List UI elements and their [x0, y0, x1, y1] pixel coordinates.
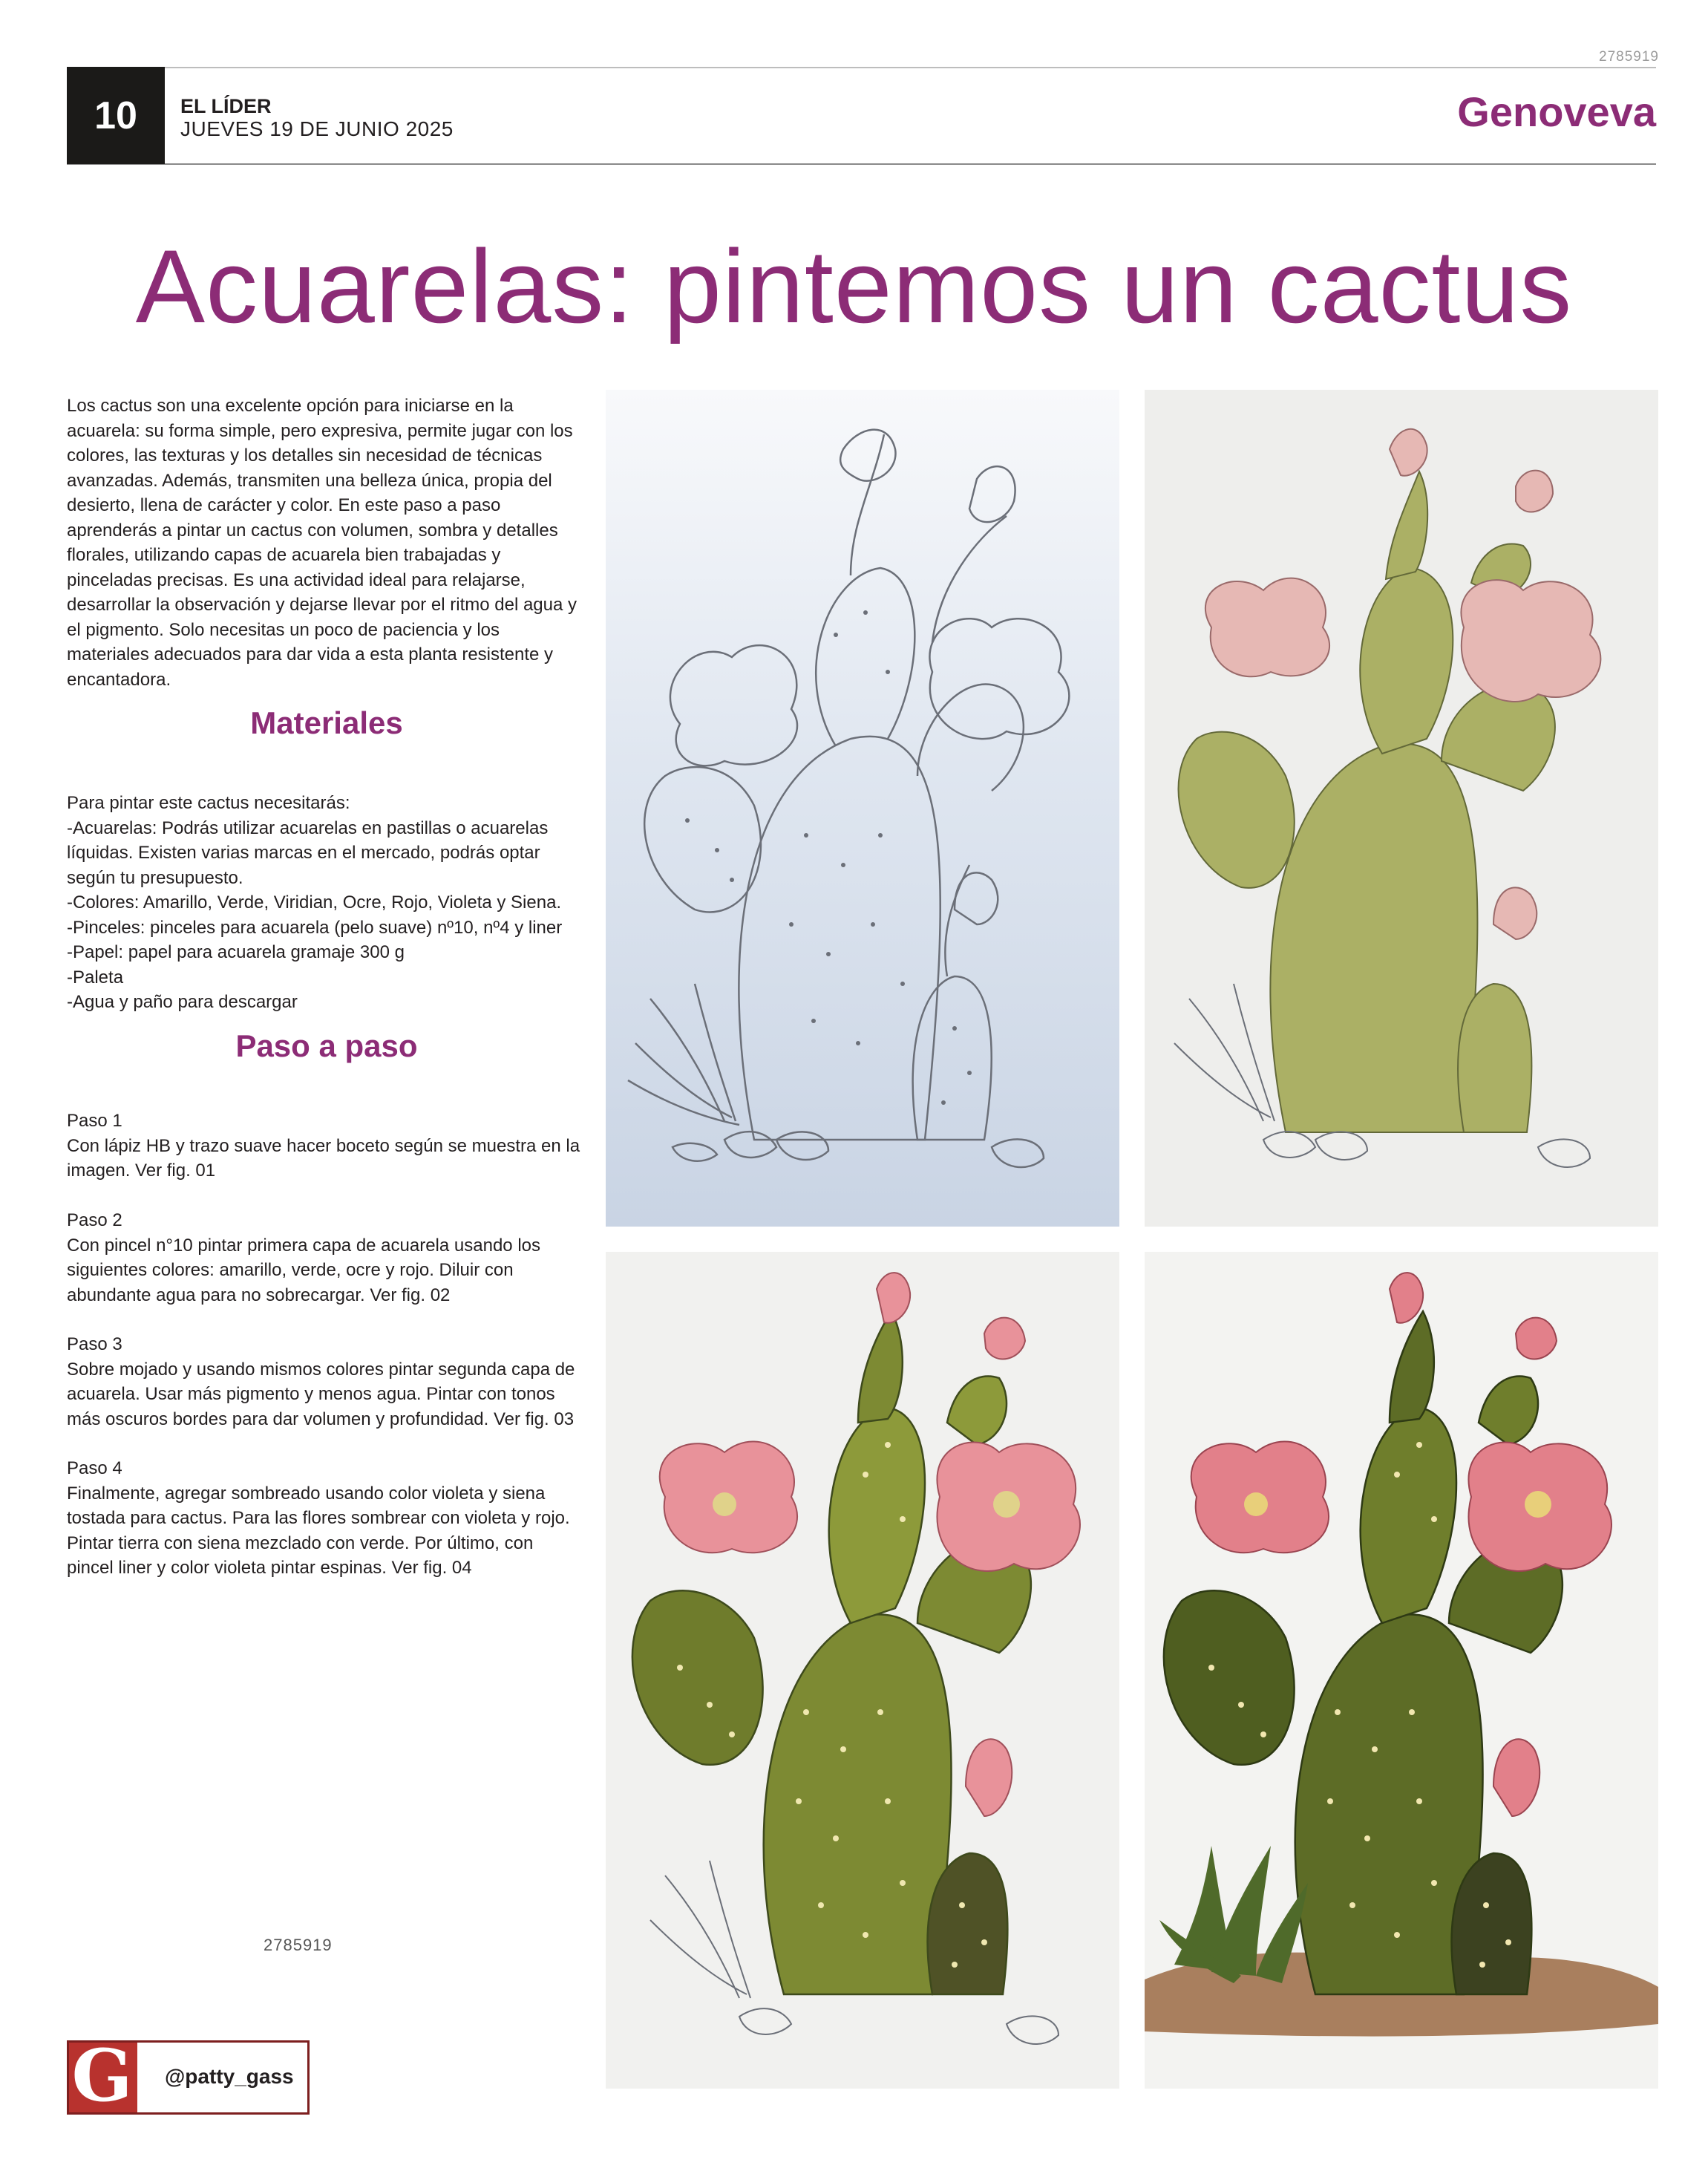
figure-03-second-layer — [606, 1252, 1119, 2089]
section-name: Genoveva — [1457, 88, 1656, 135]
step-text-line: pincel liner y color violeta pintar espinas. Ver fig. 04 — [67, 1558, 472, 1578]
intro-line: el pigmento. Solo necesitas un poco de paciencia y los — [67, 619, 500, 640]
step-4 — [67, 1456, 586, 1581]
step-text-line: Pintar tierra con siena mezclado con verde. Por último, con — [67, 1532, 534, 1553]
intro-line: desierto, llena de carácter y color. En este paso a paso — [67, 495, 501, 515]
figure-01-sketch — [606, 390, 1119, 1227]
step-text-line: acuarela. Usar más pigmento y menos agua. Pintar con tonos — [67, 1384, 555, 1404]
step-2 — [67, 1208, 586, 1308]
materials-line: -Acuarelas: Podrás utilizar acuarelas en pastillas o acuarelas — [67, 817, 549, 838]
newspaper-name: EL LÍDER — [180, 95, 272, 117]
bottom-code: 2785919 — [264, 1936, 333, 1954]
step-text-line: Sobre mojado y usando mismos colores pintar segunda capa de — [67, 1359, 575, 1380]
materials-line: -Pinceles: pinceles para acuarela (pelo suave) nº10, nº4 y liner — [67, 917, 563, 938]
top-code: 2785919 — [1599, 49, 1659, 65]
author-logo: G — [67, 2040, 137, 2115]
intro-line: Los cactus son una excelente opción para iniciarse en la — [67, 396, 514, 416]
intro-line: acuarela: su forma simple, pero expresiva, permite jugar con los — [67, 420, 573, 441]
materials-line: -Paleta — [67, 967, 124, 988]
page-number: 10 — [67, 67, 165, 164]
step-title: Paso 1 — [67, 1111, 122, 1131]
step-text-line: abundante agua para no sobrecargar. Ver fig. 02 — [67, 1285, 451, 1305]
materials-line: -Colores: Amarillo, Verde, Viridian, Ocre, Rojo, Violeta y Siena. — [67, 892, 562, 913]
materials-line: Para pintar este cactus necesitarás: — [67, 793, 350, 813]
header-top-rule — [67, 67, 1656, 68]
intro-line: encantadora. — [67, 669, 171, 690]
figure-02-first-layer — [1145, 390, 1658, 1227]
figure-04-final — [1145, 1252, 1658, 2089]
step-text-line: más oscuros bordes para dar volumen y profundidad. Ver fig. 03 — [67, 1408, 575, 1429]
issue-date: JUEVES 19 DE JUNIO 2025 — [180, 117, 454, 140]
materials-heading: Materiales — [250, 705, 403, 740]
materials-line: -Agua y paño para descargar — [67, 992, 298, 1012]
author-handle: @patty_gass — [165, 2065, 294, 2088]
materials-list — [67, 791, 586, 1015]
step-text-line: siguientes colores: amarillo, verde, ocre y rojo. Diluir con — [67, 1260, 514, 1280]
step-text-line: imagen. Ver fig. 01 — [67, 1161, 216, 1181]
step-text-line: Con lápiz HB y trazo suave hacer boceto según se muestra en la — [67, 1135, 580, 1156]
step-title: Paso 3 — [67, 1334, 122, 1354]
step-3 — [67, 1332, 586, 1432]
intro-line: desarrollar la observación y dejarse llevar por el ritmo del agua y — [67, 595, 577, 615]
headline: Acuarelas: pintemos un cactus — [135, 228, 1573, 345]
intro-line: pinceladas precisas. Es una actividad ideal para relajarse, — [67, 569, 526, 590]
intro-line: colores, las texturas y los detalles sin necesidad de técnicas — [67, 445, 543, 466]
step-text-line: tostada para cactus. Para las flores sombrear con violeta y rojo. — [67, 1508, 570, 1528]
materials-line: líquidas. Existen varias marcas en el mercado, podrás optar — [67, 843, 540, 863]
steps-heading: Paso a paso — [235, 1028, 418, 1063]
header-bottom-rule — [67, 163, 1656, 165]
materials-line: según tu presupuesto. — [67, 867, 243, 888]
intro-text — [67, 394, 586, 692]
step-text-line: Con pincel n°10 pintar primera capa de acuarela usando los — [67, 1235, 540, 1256]
step-text-line: Finalmente, agregar sombreado usando color violeta y siena — [67, 1483, 546, 1504]
step-title: Paso 2 — [67, 1210, 122, 1230]
step-title: Paso 4 — [67, 1458, 122, 1478]
intro-line: aprenderás a pintar un cactus con volumen, sombra y detalles — [67, 520, 558, 541]
intro-line: avanzadas. Además, transmiten una belleza única, propia del — [67, 470, 552, 491]
step-1 — [67, 1109, 586, 1184]
intro-line: florales, utilizando capas de acuarela bien trabajadas y — [67, 545, 501, 565]
materials-line: -Papel: papel para acuarela gramaje 300 g — [67, 942, 405, 962]
intro-line: materiales adecuados para dar vida a esta planta resistente y — [67, 644, 554, 665]
